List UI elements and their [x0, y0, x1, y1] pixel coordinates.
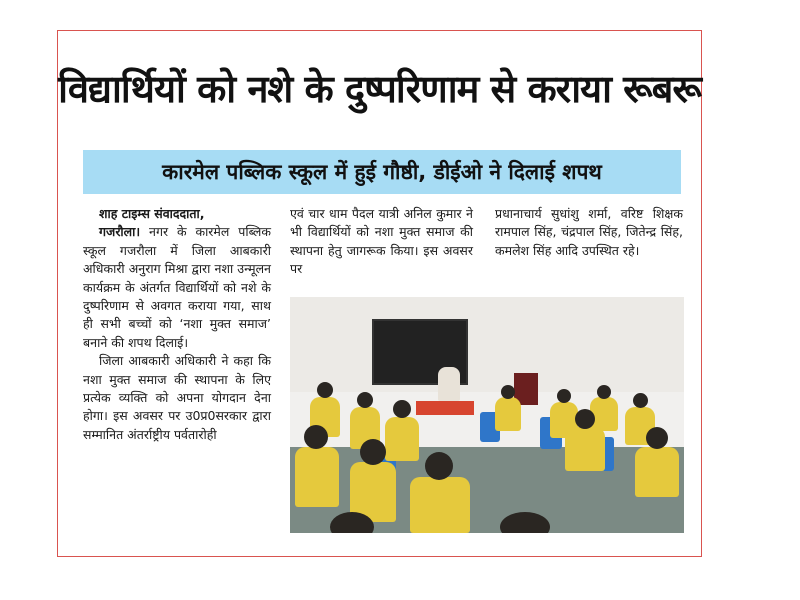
article-column-2: [290, 205, 473, 279]
article-column-3: [495, 205, 683, 260]
student-head: [393, 400, 411, 418]
student-head: [633, 393, 648, 408]
event-photo: [290, 297, 684, 533]
student-head: [646, 427, 668, 449]
student-head: [357, 392, 373, 408]
paragraph-4: प्रधानाचार्य सुधांशु शर्मा, वरिष्ट शिक्षक रामपाल सिंह, चंद्रपाल सिंह, जितेन्द्र सिंह, कमलेश सिंह आदि उपस्थित रहे।: [495, 206, 683, 258]
student: [410, 477, 470, 533]
article-subheadline: कारमेल पब्लिक स्कूल में हुई गौष्ठी, डीईओ ने दिलाई शपथ: [83, 150, 681, 194]
student: [385, 417, 419, 461]
student-head: [360, 439, 386, 465]
student-head: [575, 409, 595, 429]
dateline: गजरौला।: [99, 224, 141, 240]
photo-wall: [290, 297, 684, 392]
student: [565, 427, 605, 471]
student: [295, 447, 339, 507]
speaker-figure: [438, 367, 460, 401]
student-head: [317, 382, 333, 398]
student-head: [597, 385, 611, 399]
byline: शाह टाइम्स संवाददाता,: [99, 206, 205, 221]
student-head: [425, 452, 453, 480]
article-column-1: [83, 205, 271, 444]
student: [590, 397, 618, 431]
student-head: [501, 385, 515, 399]
student: [635, 447, 679, 497]
student-head: [304, 425, 328, 449]
student: [495, 397, 521, 431]
newspaper-clipping: [57, 30, 702, 557]
paragraph-2: जिला आबकारी अधिकारी ने कहा कि नशा मुक्त समाज की स्थापना के लिए प्रत्येक व्यक्ति को अपना योगदान देना होगा। इस अवसर पर उ0प्र0सरकार द्वारा सम्मानित अंतर्राष्ट्रीय पर्वतारोही: [83, 353, 271, 442]
stage-table: [416, 401, 474, 415]
article-headline: विद्यार्थियों को नशे के दुष्परिणाम से कराया रूबरू: [58, 67, 701, 111]
student-head: [557, 389, 571, 403]
paragraph-1: नगर के कारमेल पब्लिक स्कूल गजरौला में जिला आबकारी अधिकारी अनुराग मिश्रा द्वारा नशा उन्मूलन कार्यक्रम के अंतर्गत विद्यार्थियों को नशे के दुष्परिणाम से अवगत कराया गया, साथ ही सभी बच्चों को ‘नशा मुक्त समाज’ बनाने की शपथ दिलाई।: [83, 224, 271, 350]
paragraph-3: एवं चार धाम पैदल यात्री अनिल कुमार ने भी विद्यार्थियों को नशा मुक्त समाज की स्थापना हेतु जागरूक किया। इस अवसर पर: [290, 206, 473, 277]
